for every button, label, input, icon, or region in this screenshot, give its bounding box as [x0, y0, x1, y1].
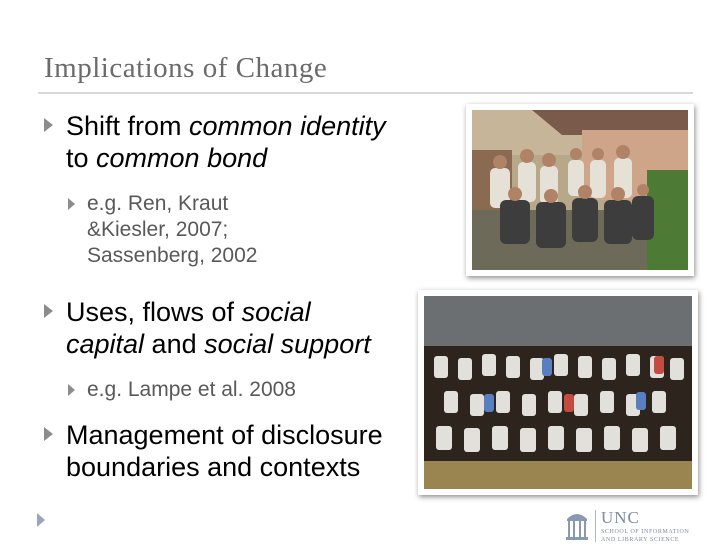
- sub-bullet-arrow-icon: [68, 384, 75, 396]
- bullet-disclosure: [44, 419, 474, 483]
- logo-divider: [595, 510, 596, 542]
- sub-bullet-text: e.g. Ren, Kraut &Kiesler, 2007; Sassenberg, 2002: [87, 192, 258, 267]
- sub-bullet-text: e.g. Lampe et al. 2008: [87, 378, 296, 401]
- bullet-text: Shift from common identity to common bond: [66, 111, 386, 173]
- unc-logo: [565, 508, 715, 544]
- footer-arrow-icon: [37, 513, 45, 527]
- logo-name: UNC: [601, 508, 640, 527]
- group-photo-large-icon: [424, 296, 692, 489]
- bullet-arrow-icon: [44, 118, 53, 132]
- bullet-text: Management of disclosure boundaries and contexts: [66, 420, 383, 482]
- slide-title: Implications of Change: [44, 52, 328, 84]
- group-photo-top: [466, 104, 694, 276]
- sub-bullet-arrow-icon: [68, 198, 75, 210]
- bullet-shift-identity: [44, 110, 474, 174]
- bullet-text: Uses, flows of social capital and social support: [66, 297, 371, 359]
- sub-bullet-lampe: [68, 377, 368, 403]
- logo-subtitle-line1: SCHOOL OF INFORMATION: [601, 529, 690, 535]
- logo-subtitle-line2: AND LIBRARY SCIENCE: [601, 537, 680, 543]
- bullet-social-capital: [44, 296, 474, 360]
- sub-bullet-ren-kraut: [68, 191, 368, 269]
- bullet-arrow-icon: [44, 427, 53, 441]
- title-underline: [38, 92, 693, 94]
- group-photo-outdoor-icon: [472, 110, 688, 270]
- old-well-icon: [565, 509, 589, 543]
- bullet-arrow-icon: [44, 304, 53, 318]
- group-photo-bottom: [418, 290, 698, 495]
